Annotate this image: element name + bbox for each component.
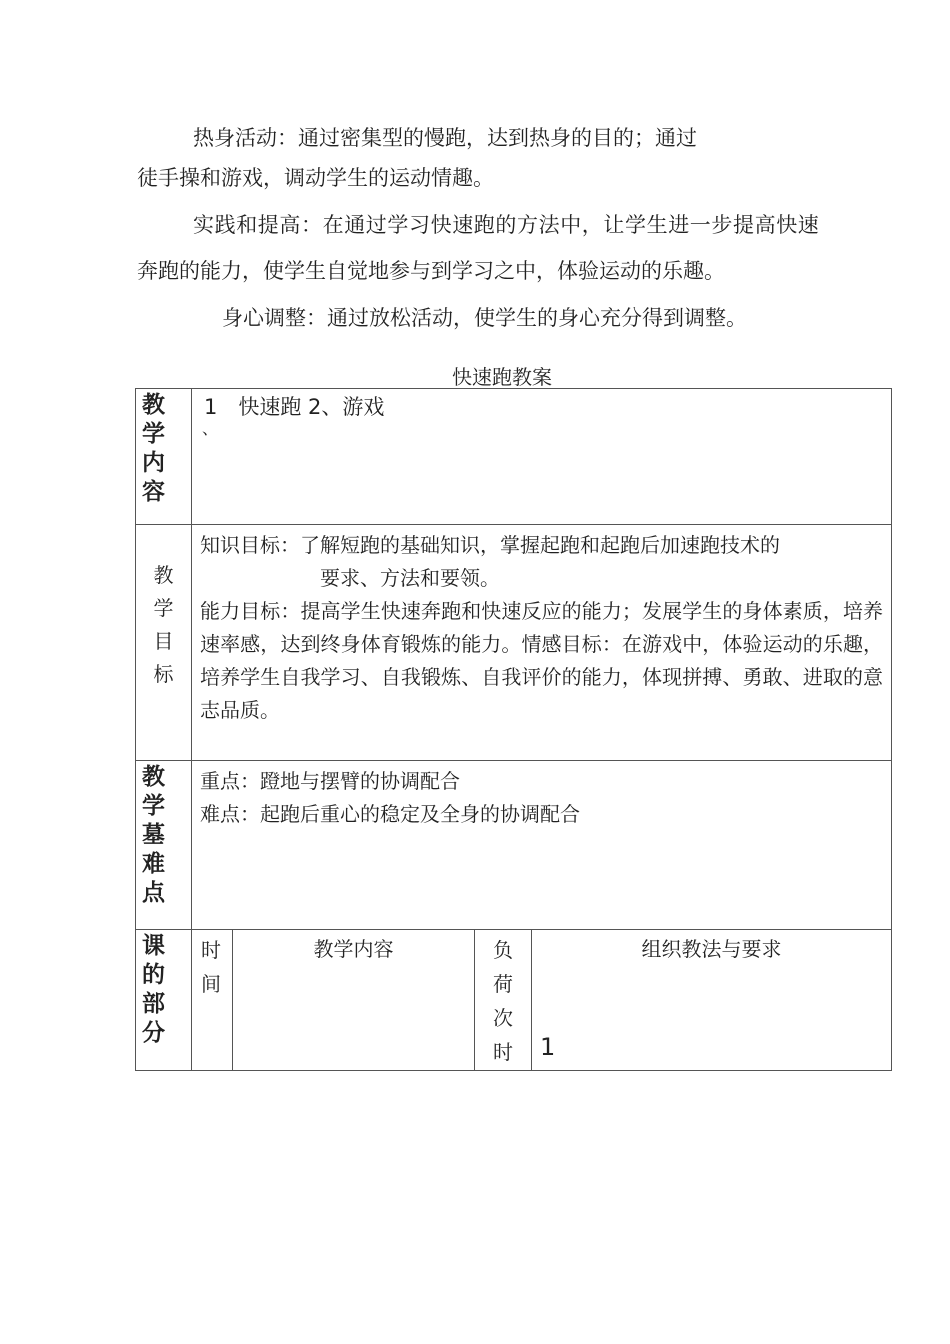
label-char: 标 — [153, 662, 174, 686]
label-char: 学 — [142, 793, 165, 819]
stray-mark: 、 — [202, 419, 219, 438]
label-char: 目 — [153, 629, 174, 653]
header-char: 间 — [201, 972, 221, 996]
label-teaching-content — [136, 389, 192, 525]
cell-teaching-goals — [192, 525, 892, 761]
lesson-plan-table — [135, 388, 892, 1071]
row-lesson-parts — [136, 930, 892, 1071]
header-char: 时 — [493, 1040, 513, 1064]
knowledge-goal-line1: 知识目标：了解短跑的基础知识，掌握起跑和起跑后加速跑技术的 — [200, 533, 780, 557]
practice-paragraph-line1: 实践和提高：在通过学习快速跑的方法中，让学生进一步提高快速 — [193, 213, 820, 237]
difficulty-text: 难点：起跑后重心的稳定及全身的协调配合 — [200, 802, 580, 826]
section-number: 1 — [540, 1033, 556, 1061]
label-char: 容 — [142, 479, 165, 505]
header-char: 次 — [493, 1006, 513, 1030]
label-char: 难 — [142, 851, 165, 877]
header-char: 负 — [493, 938, 513, 962]
label-teaching-goals — [136, 525, 192, 761]
label-char: 学 — [142, 421, 165, 447]
knowledge-goal-line2: 要求、方法和要领。 — [320, 566, 500, 590]
label-char: 分 — [142, 1020, 165, 1046]
label-char: 部 — [142, 991, 165, 1017]
cell-key-difficulties — [192, 761, 892, 930]
practice-paragraph-line2: 奔跑的能力，使学生自觉地参与到学习之中，体验运动的乐趣。 — [137, 259, 725, 283]
label-char: 课 — [142, 933, 165, 959]
warmup-paragraph-line2: 徒手操和游戏，调动学生的运动情趣。 — [137, 166, 494, 190]
label-char: 教 — [153, 563, 174, 587]
label-char: 墓 — [142, 822, 165, 848]
key-point-text: 重点：蹬地与摆臂的协调配合 — [200, 769, 460, 793]
row-teaching-content — [136, 389, 892, 525]
table-title: 快速跑教案 — [452, 365, 552, 389]
label-char: 点 — [142, 880, 165, 906]
cell-teaching-content — [192, 389, 892, 525]
header-char: 时 — [201, 938, 221, 962]
teaching-content-text: 1 快速跑 2、游戏 — [204, 395, 385, 419]
header-char: 荷 — [493, 972, 513, 996]
header-time — [192, 930, 233, 1071]
label-char: 教 — [142, 764, 165, 790]
label-key-difficulties — [136, 761, 192, 930]
warmup-paragraph-line1: 热身活动：通过密集型的慢跑，达到热身的目的；通过 — [193, 126, 697, 150]
label-char: 内 — [142, 450, 165, 476]
header-organization — [532, 930, 892, 1071]
header-teaching-content: 教学内容 — [233, 930, 475, 1071]
header-load — [475, 930, 532, 1071]
label-char: 学 — [153, 596, 174, 620]
row-teaching-goals — [136, 525, 892, 761]
label-char: 的 — [142, 962, 165, 988]
ability-goal-text: 能力目标：提高学生快速奔跑和快速反应的能力；发展学生的身体素质，培养速率感，达到终身体育锻炼的能力。情感目标：在游戏中，体验运动的乐趣，培养学生自我学习、自我锻炼、自我评价的能力，体现拼搏、勇敢、进取的意志品质。 — [200, 599, 884, 722]
row-key-difficulties — [136, 761, 892, 930]
adjustment-paragraph: 身心调整：通过放松活动，使学生的身心充分得到调整。 — [222, 306, 747, 330]
org-header-text: 组织教法与要求 — [641, 937, 782, 961]
label-lesson-parts — [136, 930, 192, 1071]
label-char: 教 — [142, 392, 165, 418]
